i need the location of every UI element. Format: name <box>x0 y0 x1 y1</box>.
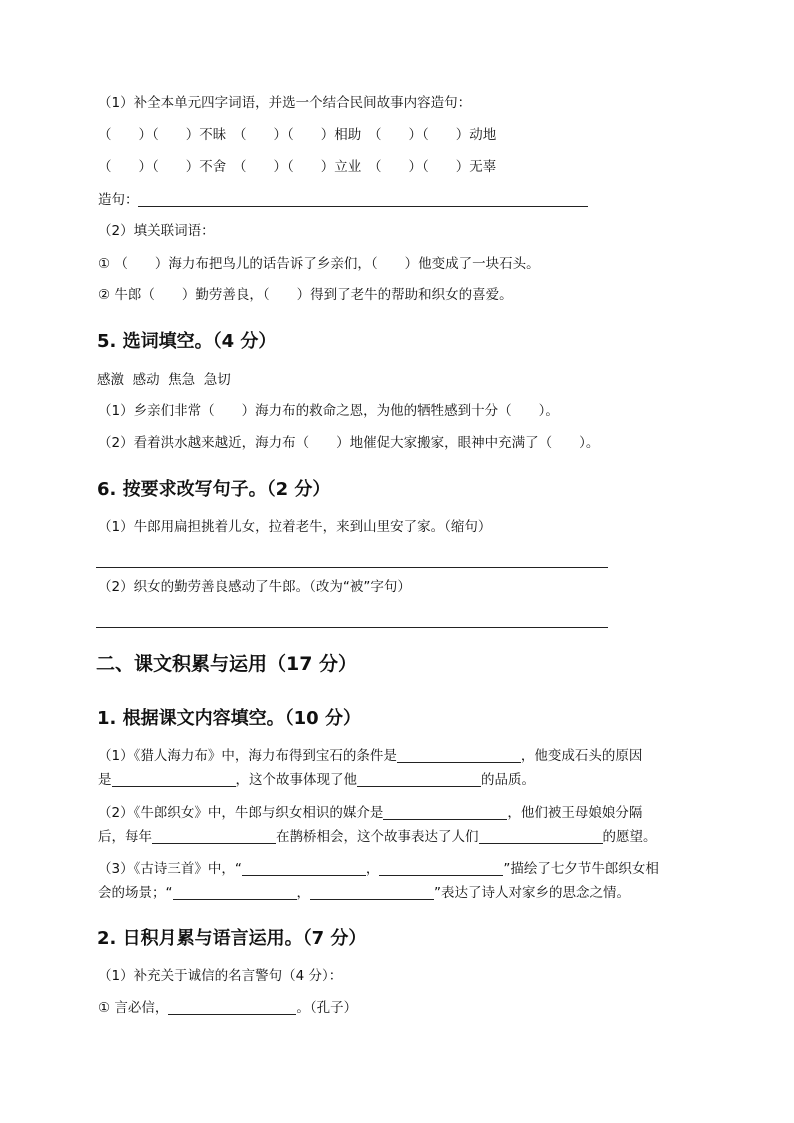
k1-q2-text-c: 后，每年 <box>98 829 152 845</box>
k2-q1-intro: （1）补充关于诚信的名言警句（4 分）： <box>98 968 343 984</box>
k1-q2-text-a: （2）《牛郎织女》中，牛郎与织女相识的媒介是 <box>98 805 384 821</box>
s4-word-row-2: （ ）（ ）不舍 （ ）（ ）立业 （ ）（ ）无辜 <box>98 159 497 175</box>
s6-heading: 6. 按要求改写句子。（2 分） <box>97 479 331 500</box>
s6-q1-answer-line[interactable] <box>96 567 608 568</box>
k1-q1-blank-2[interactable] <box>112 772 236 787</box>
k2-q1-a-post: 。（孔子） <box>296 1000 358 1016</box>
s4-q2-a: ① （ ）海力布把鸟儿的话告诉了乡亲们，（ ）他变成了一块石头。 <box>98 256 540 272</box>
s4-q2-b: ② 牛郎（ ）勤劳善良，（ ）得到了老牛的帮助和织女的喜爱。 <box>98 287 513 303</box>
s5-q1: （1）乡亲们非常（ ）海力布的救命之恩，为他的牺牲感到十分（ ）。 <box>98 403 559 419</box>
k1-q1-line2 <box>98 770 535 790</box>
k1-q2-line2 <box>98 827 657 847</box>
s6-q2: （2）织女的勤劳善良感动了牛郎。（改为“被”字句） <box>98 579 411 595</box>
k1-q3-line2 <box>98 883 630 903</box>
k1-q1-text-b: ，他变成石头的原因 <box>520 748 643 764</box>
part2-heading: 二、课文积累与运用（17 分） <box>96 653 358 675</box>
k1-q3-text-a: （3）《古诗三首》中，“ <box>98 861 242 877</box>
k1-q1-blank-1[interactable] <box>397 748 521 763</box>
k1-q2-blank-1[interactable] <box>383 805 507 820</box>
s6-q1: （1）牛郎用扁担挑着儿女，拉着老牛，来到山里安了家。（缩句） <box>98 519 492 535</box>
k1-q2-blank-3[interactable] <box>479 829 603 844</box>
s6-q2-answer-line[interactable] <box>96 627 608 628</box>
k1-q3-blank-3[interactable] <box>173 885 297 900</box>
s4-zaoju-answer-line[interactable] <box>138 206 588 207</box>
k1-q1-text-c: 是 <box>98 772 112 788</box>
k1-heading: 1. 根据课文内容填空。（10 分） <box>97 708 361 729</box>
k1-q3-text-c: ”描绘了七夕节牛郎织女相 <box>503 861 659 877</box>
k1-q2-text-e: 的愿望。 <box>602 829 657 845</box>
k1-q1-text-e: 的品质。 <box>481 772 535 788</box>
k1-q3-text-d: 会的场景；“ <box>98 885 173 901</box>
k1-q1-text-d: ，这个故事体现了他 <box>235 772 357 788</box>
s4-zaoju-label: 造句： <box>98 192 139 208</box>
s4-word-row-1: （ ）（ ）不昧 （ ）（ ）相助 （ ）（ ）动地 <box>98 127 497 143</box>
k1-q3-blank-4[interactable] <box>310 885 434 900</box>
k1-q2-line1 <box>98 803 642 823</box>
s5-heading: 5. 选词填空。（4 分） <box>97 331 277 352</box>
k2-q1-a-blank[interactable] <box>168 1000 296 1015</box>
k1-q1-blank-3[interactable] <box>357 772 481 787</box>
k1-q3-text-f: ”表达了诗人对家乡的思念之情。 <box>434 885 630 901</box>
k1-q3-blank-2[interactable] <box>379 861 503 876</box>
s4-q2-intro: （2）填关联词语： <box>98 223 215 239</box>
k1-q3-blank-1[interactable] <box>242 861 366 876</box>
k1-q3-text-e: ， <box>296 885 310 901</box>
k2-q1-a-pre: ① 言必信， <box>98 1000 169 1016</box>
s5-q2: （2）看着洪水越来越近，海力布（ ）地催促大家搬家，眼神中充满了（ ）。 <box>98 435 600 451</box>
s4-q1-intro: （1）补全本单元四字词语，并选一个结合民间故事内容造句： <box>98 95 472 111</box>
k1-q1-line1 <box>98 746 642 766</box>
k1-q2-blank-2[interactable] <box>152 829 276 844</box>
s5-word-bank: 感激 感动 焦急 急切 <box>97 372 231 388</box>
k2-heading: 2. 日积月累与语言运用。（7 分） <box>97 928 367 949</box>
k1-q3-line1 <box>98 859 659 879</box>
k1-q2-text-b: ，他们被王母娘娘分隔 <box>507 805 643 821</box>
k1-q2-text-d: 在鹊桥相会，这个故事表达了人们 <box>276 829 479 845</box>
k1-q3-text-b: ， <box>365 861 380 877</box>
k2-q1-a <box>98 998 357 1018</box>
k1-q1-text-a: （1）《猎人海力布》中，海力布得到宝石的条件是 <box>98 748 397 764</box>
